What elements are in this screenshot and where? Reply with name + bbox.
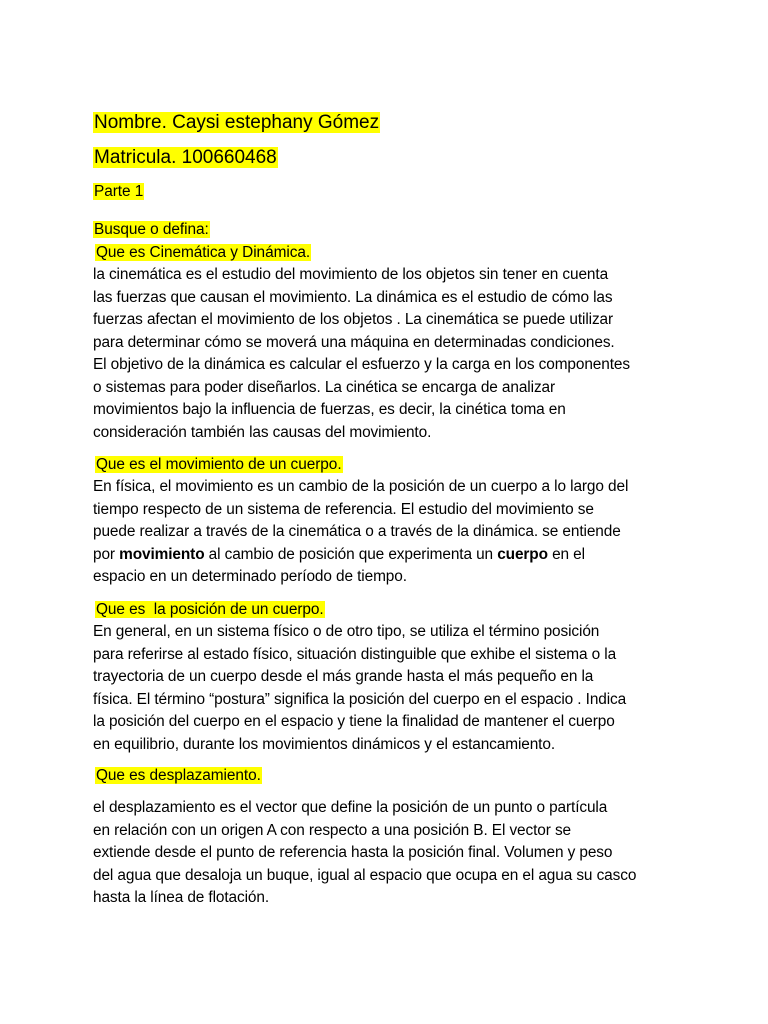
paragraph-line: las fuerzas que causan el movimiento. La dinámica es el estudio de cómo las <box>93 288 613 306</box>
student-name <box>93 111 693 135</box>
line-segment: al cambio de posición que experimenta un <box>204 545 498 563</box>
paragraph-line: espacio en un determinado período de tiempo. <box>93 568 407 585</box>
part-label <box>93 181 693 203</box>
paragraph-line <box>93 544 683 567</box>
section-heading-desplazamiento <box>93 765 695 787</box>
instruction-label-text: Busque o defina: <box>94 221 209 238</box>
paragraph-line: física. El término “postura” significa la posición del cuerpo en el espacio . Indica <box>93 690 627 708</box>
paragraph-line: puede realizar a través de la cinemática o a través de la dinámica. se entiende <box>93 523 621 540</box>
paragraph-line: fuerzas afectan el movimiento de los objetos . La cinemática se puede utilizar <box>93 311 614 328</box>
line-segment: en el <box>547 545 585 563</box>
paragraph-line: trayectoria de un cuerpo desde el más grande hasta el más pequeño en la <box>93 668 594 685</box>
student-id-text: Matricula. 100660468 <box>94 147 277 168</box>
line-segment: por <box>93 545 120 563</box>
paragraph-line: tiempo respecto de un sistema de referencia. El estudio del movimiento se <box>93 500 594 518</box>
section-body-cinematica <box>93 264 683 444</box>
section-heading-posicion-text: Que es la posición de un cuerpo. <box>96 601 324 618</box>
student-name-text: Nombre. Caysi estephany Gómez <box>94 112 380 133</box>
section-body-desplazamiento <box>93 797 683 910</box>
paragraph-line: la posición del cuerpo en el espacio y tiene la finalidad de mantener el cuerpo <box>93 713 615 730</box>
section-heading-posicion <box>93 599 695 621</box>
section-heading-movimiento <box>93 454 695 476</box>
paragraph-line: o sistemas para poder diseñarlos. La cinética se encarga de analizar <box>93 378 556 396</box>
bold-term-movimiento: movimiento <box>119 545 205 563</box>
paragraph-line: la cinemática es el estudio del movimiento de los objetos sin tener en cuenta <box>93 266 609 283</box>
bold-term-cuerpo: cuerpo <box>497 545 548 563</box>
section-body-movimiento <box>93 476 683 589</box>
section-heading-cinematica <box>93 242 695 264</box>
paragraph-line: en relación con un origen A con respecto a una posición B. El vector se <box>93 821 572 839</box>
student-id <box>93 146 693 170</box>
paragraph-line: El objetivo de la dinámica es calcular el esfuerzo y la carga en los componentes <box>93 356 630 373</box>
part-label-text: Parte 1 <box>94 183 144 200</box>
instruction-label <box>93 219 693 241</box>
paragraph-line: para determinar cómo se moverá una máquina en determinadas condiciones. <box>93 333 615 351</box>
section-heading-desplazamiento-text: Que es desplazamiento. <box>96 767 261 784</box>
paragraph-line: movimientos bajo la influencia de fuerzas, es decir, la cinética toma en <box>93 401 566 418</box>
section-body-posicion <box>93 621 683 756</box>
paragraph-line: en equilibrio, durante los movimientos dinámicos y el estancamiento. <box>93 735 555 753</box>
section-heading-movimiento-text: Que es el movimiento de un cuerpo. <box>96 456 342 473</box>
paragraph-line: del agua que desaloja un buque, igual al espacio que ocupa en el agua su casco <box>93 866 637 884</box>
paragraph-line: hasta la línea de flotación. <box>93 889 270 906</box>
paragraph-line: el desplazamiento es el vector que define la posición de un punto o partícula <box>93 799 608 816</box>
paragraph-line: extiende desde el punto de referencia hasta la posición final. Volumen y peso <box>93 844 613 861</box>
paragraph-line: En general, en un sistema físico o de otro tipo, se utiliza el término posición <box>93 623 600 640</box>
paragraph-line: En física, el movimiento es un cambio de la posición de un cuerpo a lo largo del <box>93 478 629 495</box>
paragraph-line: para referirse al estado físico, situación distinguible que exhibe el sistema o la <box>93 645 617 663</box>
paragraph-line: consideración también las causas del movimiento. <box>93 423 432 441</box>
section-heading-cinematica-text: Que es Cinemática y Dinámica. <box>96 244 311 261</box>
